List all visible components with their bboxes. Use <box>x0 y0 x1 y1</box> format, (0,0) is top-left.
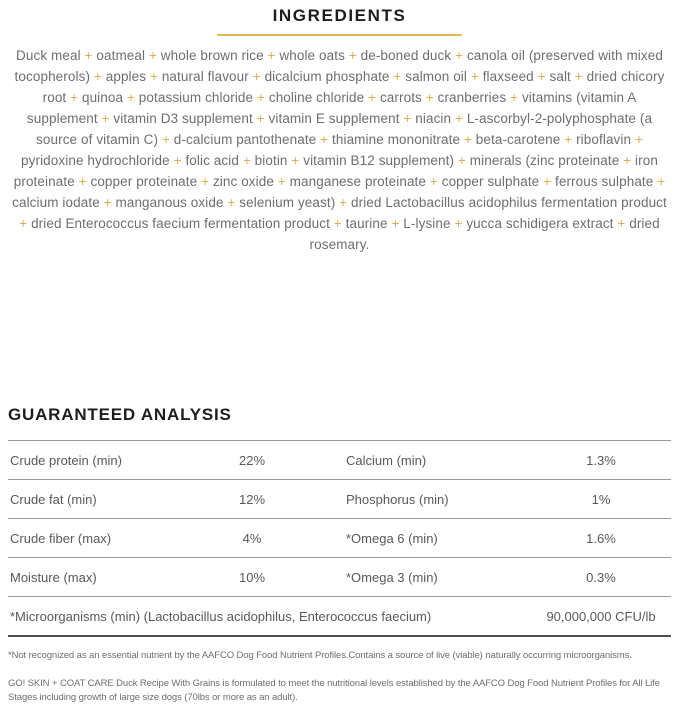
plus-separator: + <box>653 174 666 189</box>
ingredients-text: Duck meal + oatmeal + whole brown rice + whole oats + de-boned duck + canola oil (preserved with mixed tocopherols) + apples + natural flavour + dicalcium phosphate + salmon oil + flaxseed + salt + dried chicory root + quinoa + potassium chloride + choline chloride + carrots + cranberries + vitamins (vitamin A supplement + vitamin D3 supplement + vitamin E supplement + niacin + L-ascorbyl-2-polyphosphate (a source of vitamin C) + d-calcium pantothenate + thiamine mononitrate + beta-carotene + riboflavin + pyridoxine hydrochloride + folic acid + biotin + vitamin B12 supplement) + minerals (zinc proteinate + iron proteinate + copper proteinate + zinc oxide + manganese proteinate + copper sulphate + ferrous sulphate + calcium iodate + manganous oxide + selenium yeast) + dried Lactobacillus acidophilus fermentation product + dried Enterococcus faecium fermentation product + taurine + L-lysine + yucca schidigera extract + dried rosemary. <box>12 48 667 252</box>
nutrient-name: *Omega 3 (min) <box>306 558 531 597</box>
nutrient-name: Crude fat (min) <box>8 480 198 519</box>
nutrient-value: 1.6% <box>531 519 671 558</box>
plus-separator: + <box>426 174 442 189</box>
analysis-row <box>8 480 671 519</box>
nutrient-name: Moisture (max) <box>8 558 198 597</box>
guaranteed-analysis-title: GUARANTEED ANALYSIS <box>8 405 232 424</box>
nutrient-value: 4% <box>198 519 306 558</box>
plus-separator: + <box>451 111 467 126</box>
plus-separator: + <box>66 90 82 105</box>
plus-separator: + <box>253 90 269 105</box>
plus-separator: + <box>145 48 161 63</box>
plus-separator: + <box>421 90 438 105</box>
plus-separator: + <box>146 69 162 84</box>
plus-separator: + <box>506 90 522 105</box>
nutrient-name: Phosphorus (min) <box>306 480 531 519</box>
plus-separator: + <box>570 69 587 84</box>
microorganisms-value: 90,000,000 CFU/lb <box>531 597 671 637</box>
plus-separator: + <box>454 153 470 168</box>
plus-separator: + <box>316 132 333 147</box>
plus-separator: + <box>467 69 483 84</box>
plus-separator: + <box>169 153 186 168</box>
nutrient-value: 1% <box>531 480 671 519</box>
guaranteed-analysis-table-body <box>8 441 671 637</box>
plus-separator: + <box>74 174 91 189</box>
nutrient-value: 12% <box>198 480 306 519</box>
analysis-row <box>8 558 671 597</box>
plus-separator: + <box>273 174 290 189</box>
plus-separator: + <box>539 174 555 189</box>
plus-separator: + <box>613 216 630 231</box>
plus-separator: + <box>560 132 577 147</box>
analysis-row <box>8 441 671 480</box>
plus-separator: + <box>99 195 116 210</box>
plus-separator: + <box>223 195 240 210</box>
nutrient-value: 22% <box>198 441 306 480</box>
gold-divider-rule <box>217 34 462 36</box>
plus-separator: + <box>450 216 467 231</box>
nutrient-name: Calcium (min) <box>306 441 531 480</box>
plus-separator: + <box>287 153 304 168</box>
plus-separator: + <box>460 132 476 147</box>
plus-separator: + <box>97 111 114 126</box>
plus-separator: + <box>158 132 174 147</box>
nutrient-name: Crude fiber (max) <box>8 519 198 558</box>
plus-separator: + <box>90 69 106 84</box>
microorganisms-label: *Microorganisms (min) (Lactobacillus acidophilus, Enterococcus faecium) <box>8 597 531 637</box>
plus-separator: + <box>344 48 361 63</box>
nutrient-value: 1.3% <box>531 441 671 480</box>
plus-separator: + <box>238 153 255 168</box>
nutrient-value: 0.3% <box>531 558 671 597</box>
plus-separator: + <box>263 48 280 63</box>
plus-separator: + <box>252 111 269 126</box>
plus-separator: + <box>80 48 97 63</box>
plus-separator: + <box>387 216 404 231</box>
ingredients-title: INGREDIENTS <box>272 6 407 25</box>
plus-separator: + <box>364 90 380 105</box>
nutrient-name: Crude protein (min) <box>8 441 198 480</box>
nutrient-name: *Omega 6 (min) <box>306 519 531 558</box>
plus-separator: + <box>19 216 32 231</box>
plus-separator: + <box>248 69 265 84</box>
plus-separator: + <box>451 48 467 63</box>
plus-separator: + <box>631 132 643 147</box>
plus-separator: + <box>389 69 406 84</box>
formulation-statement: GO! SKIN + COAT CARE Duck Recipe With Grains is formulated to meet the nutritional levels established by the AAFCO Dog Food Nutrient Profiles for All Life Stages including growth of large size dogs (70lbs or more as an adult). <box>8 678 660 703</box>
plus-separator: + <box>335 195 351 210</box>
plus-separator: + <box>197 174 213 189</box>
plus-separator: + <box>533 69 550 84</box>
analysis-row <box>8 519 671 558</box>
plus-separator: + <box>329 216 346 231</box>
plus-separator: + <box>123 90 139 105</box>
nutrient-value: 10% <box>198 558 306 597</box>
plus-separator: + <box>399 111 416 126</box>
guaranteed-analysis-table <box>8 440 671 637</box>
aafco-footnote: *Not recognized as an essential nutrient by the AAFCO Dog Food Nutrient Profiles.Contains a source of live (viable) naturally occurring microorganisms. <box>8 650 632 661</box>
plus-separator: + <box>619 153 636 168</box>
microorganisms-row <box>8 597 671 637</box>
